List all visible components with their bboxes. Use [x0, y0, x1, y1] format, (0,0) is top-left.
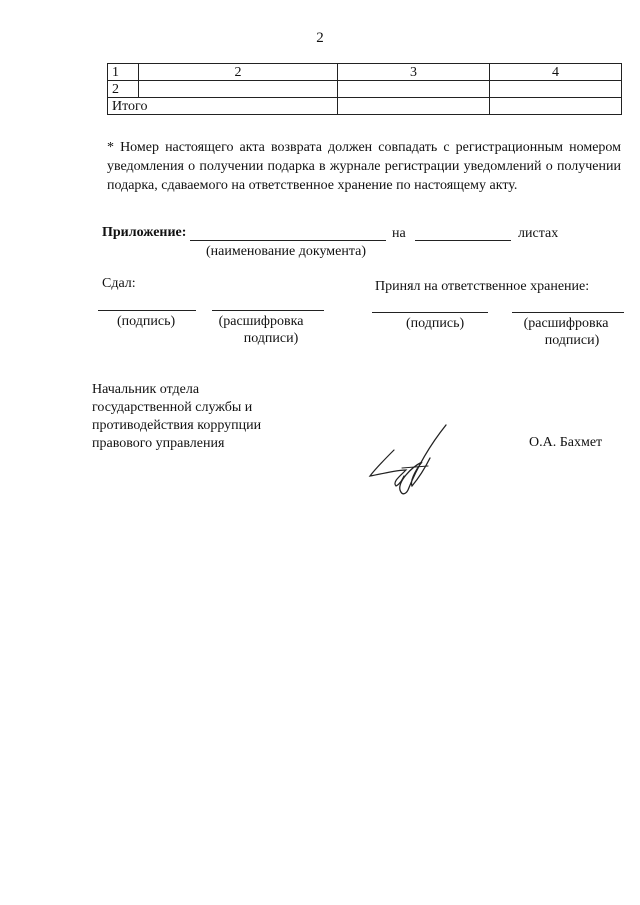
table-cell: 2 [108, 81, 139, 98]
attachment-sheets-word: листах [518, 226, 559, 241]
table-cell: 4 [490, 64, 622, 81]
accepted-decoding-hint-1: (расшифровка [523, 316, 609, 331]
signatory-position-line: Начальник отдела [92, 382, 200, 397]
accepted-signature-line [372, 312, 488, 313]
signatory-position-line: противодействия коррупции [92, 418, 262, 433]
footnote-text: * Номер настоящего акта возврата должен совпадать с регистрационным номером уведомления о получении подарка в журнале регистрации уведомлений о получении подарка, сдаваемого на ответственное хранение по настоящему акту. [107, 140, 621, 193]
table-row [108, 64, 622, 81]
signatory-position-line: правового управления [92, 436, 225, 451]
table-cell [490, 98, 622, 115]
table-cell: 2 [139, 64, 338, 81]
handed-over-decoding-hint-1: (расшифровка [218, 314, 304, 329]
attachment-doc-line [190, 240, 386, 241]
attachment-sheets-line [415, 240, 511, 241]
table-cell: 3 [338, 64, 490, 81]
signatory-name: О.А. Бахмет [529, 435, 603, 450]
signatory-position [92, 381, 261, 453]
handed-over-decoding-hint-2: подписи) [243, 331, 299, 346]
table-cell [338, 81, 490, 98]
signatory-position-line: государственной службы и [92, 400, 253, 415]
handed-over-signature-hint: (подпись) [117, 314, 176, 329]
table-cell [338, 98, 490, 115]
table-row [108, 81, 622, 98]
handed-over-label: Сдал: [102, 276, 136, 291]
handed-over-signature-line [98, 310, 196, 311]
table-cell [490, 81, 622, 98]
table-cell [139, 81, 338, 98]
accepted-signature-hint: (подпись) [406, 316, 465, 331]
handwritten-signature [362, 420, 457, 500]
gift-table [107, 63, 622, 115]
handed-over-decoding-line [212, 310, 324, 311]
accepted-decoding-line [512, 312, 624, 313]
table-cell: 1 [108, 64, 139, 81]
table-row [108, 98, 622, 115]
accepted-label: Принял на ответственное хранение: [375, 279, 590, 294]
attachment-doc-hint: (наименование документа) [206, 244, 367, 259]
footnote [107, 138, 621, 195]
page-number: 2 [316, 30, 324, 46]
table-total-label: Итого [108, 98, 338, 115]
attachment-label: Приложение: [102, 225, 187, 240]
attachment-on-word: на [392, 226, 406, 241]
accepted-decoding-hint-2: подписи) [544, 333, 600, 348]
